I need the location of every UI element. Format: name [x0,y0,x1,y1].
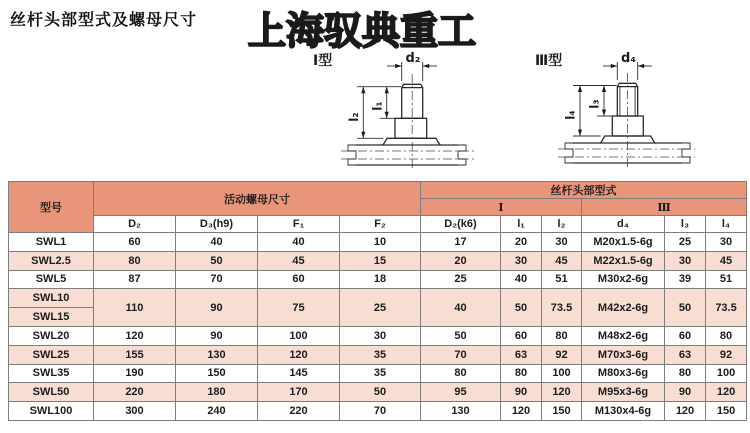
header-row-groups [9,182,747,199]
value-cell: M20x1.5-6g [582,233,665,252]
value-cell: 30 [340,326,421,345]
value-cell: 92 [542,345,582,364]
value-cell: 45 [258,251,340,270]
value-cell: 10 [340,233,421,252]
col-header-D3h9: D₃(h9) [176,216,258,233]
value-cell: 35 [340,345,421,364]
type1-head-diagram [283,50,523,176]
value-cell: M130x4-6g [582,402,665,421]
value-cell: 120 [94,326,176,345]
value-cell: 100 [258,326,340,345]
value-cell: 130 [176,345,258,364]
value-cell: 17 [421,233,501,252]
value-cell: 150 [706,402,747,421]
value-cell: 130 [421,402,501,421]
value-cell: 80 [501,364,542,383]
value-cell: 50 [176,251,258,270]
value-cell: 25 [421,270,501,289]
col-header-l3: l₃ [665,216,706,233]
value-cell: 40 [176,233,258,252]
value-cell: 80 [421,364,501,383]
value-cell: 90 [176,289,258,327]
value-cell: 15 [340,251,421,270]
value-cell: 100 [542,364,582,383]
value-cell: 30 [542,233,582,252]
value-cell: 75 [258,289,340,327]
value-cell: 25 [340,289,421,327]
type1-dim-l1-label: l₁ [370,101,385,111]
model-cell: SWL2.5 [9,251,94,270]
table-row [9,270,747,289]
value-cell: 220 [258,402,340,421]
header-nut-group: 活动螺母尺寸 [94,182,421,216]
value-cell: 120 [501,402,542,421]
value-cell: M48x2-6g [582,326,665,345]
value-cell: M95x3-6g [582,383,665,402]
type3-dim-l4-label: l₄ [563,110,578,120]
table-row [9,383,747,402]
value-cell: 120 [665,402,706,421]
value-cell: 120 [706,383,747,402]
header-model: 型号 [9,182,94,233]
value-cell: 120 [258,345,340,364]
value-cell: 150 [542,402,582,421]
value-cell: 110 [94,289,176,327]
header-head-group: 丝杆头部型式 [421,182,747,199]
value-cell: 39 [665,270,706,289]
value-cell: 150 [176,364,258,383]
value-cell: 60 [94,233,176,252]
table-row [9,233,747,252]
value-cell: 170 [258,383,340,402]
value-cell: 87 [94,270,176,289]
value-cell: 40 [421,289,501,327]
page-title: 丝杆头部型式及螺母尺寸 [10,12,198,29]
value-cell: 90 [501,383,542,402]
table-row [9,251,747,270]
value-cell: 120 [542,383,582,402]
value-cell: M22x1.5-6g [582,251,665,270]
type1-dim-l2-label: l₂ [347,112,361,122]
value-cell: 20 [421,251,501,270]
value-cell: M70x3-6g [582,345,665,364]
type1-diagram-label: Ⅰ型 [313,53,333,69]
value-cell: 63 [501,345,542,364]
type3-diagram-label: Ⅲ型 [535,53,563,69]
value-cell: 50 [421,326,501,345]
value-cell: 190 [94,364,176,383]
table-row [9,345,747,364]
col-header-l2: l₂ [542,216,582,233]
value-cell: 70 [340,402,421,421]
value-cell: 70 [421,345,501,364]
col-header-l4: l₄ [706,216,747,233]
model-cell: SWL35 [9,364,94,383]
value-cell: 145 [258,364,340,383]
col-header-l1: l₁ [501,216,542,233]
value-cell: 70 [176,270,258,289]
col-header-D2k6: D₂(k6) [421,216,501,233]
model-cell: SWL25 [9,345,94,364]
value-cell: 30 [706,233,747,252]
value-cell: 300 [94,402,176,421]
model-cell: SWL15 [9,308,94,327]
value-cell: 35 [340,364,421,383]
header-type1: Ⅰ [421,199,582,216]
col-header-F2: F₂ [340,216,421,233]
type3-dim-d4-label: d₄ [621,51,636,66]
watermark-logo: 上海驭典重工 [248,11,477,53]
value-cell: 18 [340,270,421,289]
value-cell: 50 [340,383,421,402]
table-row [9,364,747,383]
value-cell: 220 [94,383,176,402]
model-cell: SWL50 [9,383,94,402]
value-cell: 63 [665,345,706,364]
spec-table [8,181,747,421]
value-cell: 92 [706,345,747,364]
value-cell: 40 [501,270,542,289]
value-cell: 80 [542,326,582,345]
value-cell: M42x2-6g [582,289,665,327]
model-cell: SWL1 [9,233,94,252]
model-cell: SWL100 [9,402,94,421]
value-cell: 51 [706,270,747,289]
value-cell: 240 [176,402,258,421]
table-row [9,326,747,345]
col-header-d4: d₄ [582,216,665,233]
value-cell: 45 [542,251,582,270]
value-cell: 73.5 [706,289,747,327]
value-cell: 180 [176,383,258,402]
col-header-F1: F₁ [258,216,340,233]
value-cell: 51 [542,270,582,289]
table-row [9,289,747,308]
header-row-cols [9,216,747,233]
table-row [9,402,747,421]
model-cell: SWL20 [9,326,94,345]
type3-dim-l3-label: l₃ [587,99,602,109]
value-cell: 40 [258,233,340,252]
value-cell: 50 [665,289,706,327]
value-cell: 60 [665,326,706,345]
value-cell: 30 [665,251,706,270]
value-cell: 25 [665,233,706,252]
value-cell: 100 [706,364,747,383]
value-cell: M30x2-6g [582,270,665,289]
model-cell: SWL10 [9,289,94,308]
value-cell: 20 [501,233,542,252]
model-cell: SWL5 [9,270,94,289]
col-header-D2: D₂ [94,216,176,233]
header-type3: Ⅲ [582,199,747,216]
value-cell: 80 [665,364,706,383]
type1-dim-d2-label: d₂ [405,51,421,66]
value-cell: 90 [665,383,706,402]
value-cell: 45 [706,251,747,270]
value-cell: 90 [176,326,258,345]
value-cell: 50 [501,289,542,327]
value-cell: 60 [258,270,340,289]
value-cell: 155 [94,345,176,364]
value-cell: 60 [501,326,542,345]
value-cell: 80 [94,251,176,270]
value-cell: 95 [421,383,501,402]
value-cell: M80x3-6g [582,364,665,383]
value-cell: 80 [706,326,747,345]
type3-head-diagram [505,50,745,176]
value-cell: 30 [501,251,542,270]
value-cell: 73.5 [542,289,582,327]
